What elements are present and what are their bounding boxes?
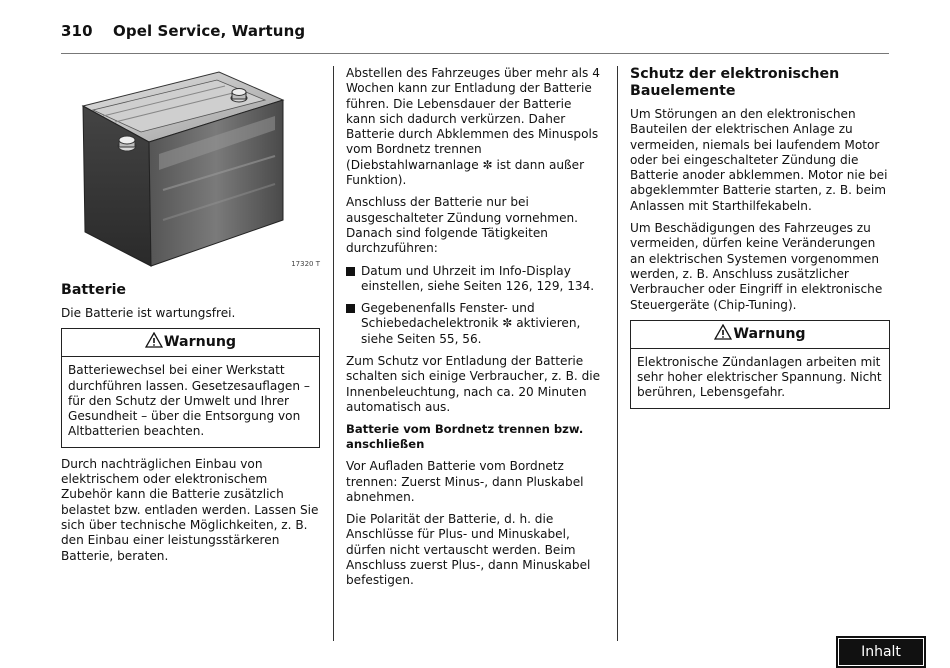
anti-theft-alarm-icon: ✼ xyxy=(482,157,493,172)
warning-header xyxy=(62,329,319,357)
polarity-paragraph: Die Polarität der Batterie, d. h. die Anschlüsse für Plus- und Minuskabel, dürfen nicht vertauscht werden. Beim Anschluss zuerst Plus-, dann Minuskabel befestigen. xyxy=(346,512,591,588)
bullet-text-a: Gegebenenfalls Fenster- und Schiebedachelektronik xyxy=(361,301,535,331)
disconnect-paragraph: Vor Aufladen Batterie vom Bordnetz trennen: Zuerst Minus-, dann Pluskabel abnehmen. xyxy=(346,459,584,504)
header-rule xyxy=(61,53,889,54)
page-header xyxy=(61,22,889,40)
intro-text: Die Batterie ist wartungsfrei. xyxy=(61,306,236,320)
electronics-symbol-icon: ✼ xyxy=(502,316,513,331)
electronics-paragraph-2: Um Beschädigungen des Fahrzeuges zu vermeiden, dürfen keine Veränderungen an elektrischen Systemen vorgenommen werden, z. B. Anschluss zusätzlicher Verbraucher oder Eingriff in elektronische Steuergeräte (Chip-Tuning). xyxy=(630,221,883,312)
storage-text-b: ist dann außer Funktion). xyxy=(346,157,585,188)
storage-text-a: Abstellen des Fahrzeuges über mehr als 4 Wochen kann zur Entladung der Batterie führen. Die Lebensdauer der Batterie kann sich dadurch verkürzen. Daher Batterie durch Abklemmen des Minuspols vom Bordnetz trennen (Diebstahlwarnanlage xyxy=(346,66,600,172)
warning-title: Warnung xyxy=(733,325,806,342)
warning-header xyxy=(631,321,889,349)
column-divider-1 xyxy=(333,66,334,641)
warning-title: Warnung xyxy=(163,334,237,351)
warning-body: Batteriewechsel bei einer Werkstatt durchführen lassen. Gesetzesauflagen – für den Schutz der Umwelt und Ihrer Gesundheit – über die Entsorgung von Altbatterien beachten. xyxy=(68,363,310,439)
contents-button[interactable]: Inhalt xyxy=(836,636,926,668)
subheading-disconnect: Batterie vom Bordnetz trennen bzw. anschließen xyxy=(346,422,584,452)
bullet-text: Datum und Uhrzeit im Info-Display einstellen, siehe Seiten 126, 129, 134. xyxy=(361,263,595,293)
warning-body: Elektronische Zündanlagen arbeiten mit sehr hoher elektrischer Spannung. Nicht berühren, Lebensgefahr. xyxy=(637,354,882,400)
warning-triangle-icon xyxy=(145,332,163,348)
list-item xyxy=(346,301,604,347)
column-2 xyxy=(346,66,604,596)
section-heading-electronics: Schutz der elektronischen Bauelemente xyxy=(630,66,840,99)
chapter-title: Opel Service, Wartung xyxy=(113,22,306,40)
bullet-square-icon xyxy=(346,267,355,276)
column-1 xyxy=(61,68,320,571)
column-divider-2 xyxy=(617,66,618,641)
warning-triangle-icon xyxy=(714,324,732,340)
list-item xyxy=(346,264,604,295)
figure-code: 17320 T xyxy=(291,259,320,268)
warning-box-battery xyxy=(61,328,320,447)
accessory-paragraph: Durch nachträglichen Einbau von elektrischem oder elektronischem Zubehör kann die Batterie zusätzlich belastet bzw. entladen werden. Lassen Sie sich über technische Möglichkeiten, z. B. den Einbau einer leistungsstärkeren Batterie, beraten. xyxy=(61,456,319,563)
auto-off-paragraph: Zum Schutz vor Entladung der Batterie schalten sich einige Verbraucher, z. B. die Innenbeleuchtung, nach ca. 20 Minuten automatisch aus. xyxy=(346,354,601,414)
column-3 xyxy=(630,66,890,418)
connection-paragraph: Anschluss der Batterie nur bei ausgeschalteter Zündung vornehmen. Danach sind folgende Tätigkeiten durchzuführen: xyxy=(346,195,579,256)
storage-paragraph xyxy=(346,66,604,188)
page-number: 310 xyxy=(61,22,93,40)
battery-illustration xyxy=(79,70,285,270)
bullet-text-b: aktivieren, siehe Seiten 55, 56. xyxy=(361,316,581,346)
bullet-text xyxy=(361,301,604,347)
bullet-square-icon xyxy=(346,304,355,313)
electronics-paragraph-1: Um Störungen an den elektronischen Bauteilen der elektrischen Anlage zu vermeiden, niemals bei laufendem Motor oder bei eingeschalteter Zündung die Batterie anoder abklemmen. Motor nie bei abgeklemmter Batterie starten, z. B. beim Anlassen mit Starthilfekabeln. xyxy=(630,107,888,213)
battery-figure xyxy=(61,68,320,274)
section-heading-batterie: Batterie xyxy=(61,282,127,298)
warning-box-ignition xyxy=(630,320,890,409)
